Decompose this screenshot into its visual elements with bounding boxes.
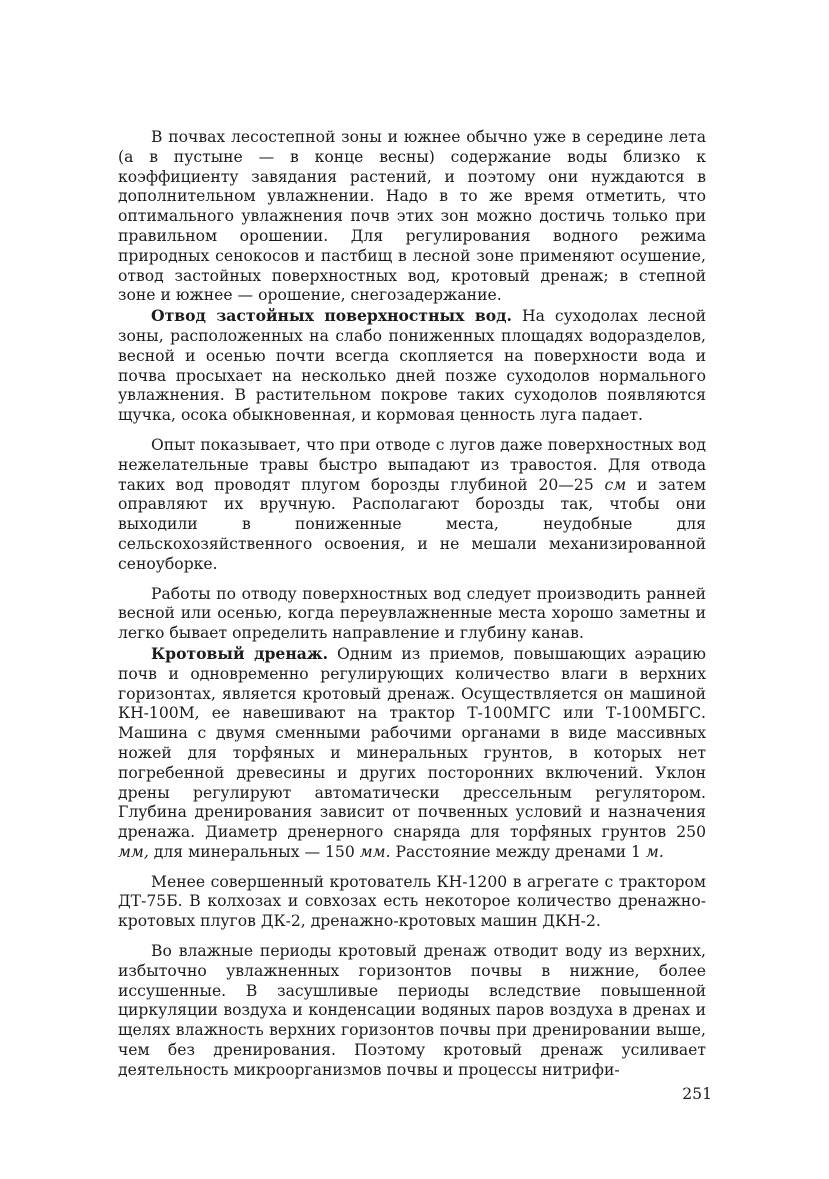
section-heading-surface-water: Отвод застойных поверхностных вод. [151, 306, 512, 326]
paragraph-wet-and-dry-periods [118, 942, 706, 1081]
paragraph-mole-drainage [118, 644, 706, 863]
paragraph-text: и затем оправляют их вручную. Располагают борозды так, чтобы они выходили в пониженные места, неудобные для сельскохозяйственного освоения, и не мешали механизированной сеноуборке. [118, 475, 706, 573]
paragraph-mole-plough-machines [118, 873, 706, 932]
paragraph-text: для минеральных — 150 [148, 842, 360, 861]
paragraph-timing-of-works [118, 585, 706, 644]
paragraph-text: Во влажные периоды кротовый дренаж отводит воду из верхних, избыточно увлажненных горизонтов почвы в нижние, более иссушенные. В засушливые периоды вследствие повышенной циркуляции воздуха и конденсации водяных паров воздуха в дренах и щелях влажность верхних горизонтов почвы при дренировании выше, чем без дренирования. Поэтому кротовый дренаж усиливает деятельность микроорганизмов почвы и процессы нитрифи- [118, 942, 706, 1079]
paragraph-forest-steppe-moisture [118, 128, 706, 306]
paragraph-surface-water-drainage [118, 306, 706, 426]
paragraph-text: Одним из приемов, повышающих аэрацию почв и одновременно регулирующих количество влаги в верхних горизонтах, является кротовый дренаж. Осуществляется он машиной КН-100М, ее навешивают на трактор Т-100МГС или Т-100МБГС. Машина с двумя сменными рабочими органами в виде массивных ножей для торфяных и минеральных грунтов, в которых нет погребенной древесины и других посторонних включений. Уклон дрены регулируют автоматически дрессельным регулятором. Глубина дренирования зависит от почвенных условий и назначения дренажа. Диаметр дренерного снаряда для торфяных грунтов 250 [118, 644, 706, 842]
unit-mm: мм. [359, 842, 391, 861]
unit-cm: см [604, 475, 627, 494]
paragraph-text: Работы по отводу поверхностных вод следует производить ранней весной или осенью, когда переувлажненные места хорошо заметны и легко бывает определить направление и глубину канав. [118, 584, 706, 643]
unit-m: м. [645, 842, 664, 861]
paragraph-text: Расстояние между дренами 1 [390, 842, 646, 861]
unit-mm: мм, [118, 842, 149, 861]
paragraph-text: На суходолах лесной зоны, расположенных на слабо пониженных площадях водоразделов, весной и осенью почти всегда скопляется на поверхности вода и почва просыхает на несколько дней позже суходолов нормального увлажнения. В растительном покрове таких суходолов появляются щучка, осока обыкновенная, и кормовая ценность луга падает. [118, 307, 706, 425]
section-heading-mole-drainage: Кротовый дренаж. [151, 643, 329, 663]
paragraph-text: Опыт показывает, что при отводе с лугов даже поверхностных вод нежелательные травы быстро выпадают из травостоя. Для отвода таких вод проводят плугом борозды глубиной 20—25 [118, 435, 706, 494]
paragraph-text: Менее совершенный кротователь КН-1200 в агрегате с трактором ДТ-75Б. В колхозах и совхозах есть некоторое количество дренажно-кротовых плугов ДК-2, дренажно-кротовых машин ДКН-2. [118, 872, 706, 931]
paragraph-text: В почвах лесостепной зоны и южнее обычно уже в середине лета (а в пустыне — в конце весны) содержание воды близко к коэффициенту завядания растений, и поэтому они нуждаются в дополнительном увлажнении. Надо в то же время отметить, что оптимального увлажнения почв этих зон можно достичь только при правильном орошении. Для регулирования водного режима природных сенокосов и пастбищ в лесной зоне применяют осушение, отвод застойных поверхностных вод, кротовый дренаж; в степной зоне и южнее — орошение, снегозадержание. [118, 128, 706, 305]
page-number: 251 [682, 1085, 712, 1103]
paragraph-furrow-experience [118, 436, 706, 575]
page-body-text [118, 128, 706, 1081]
